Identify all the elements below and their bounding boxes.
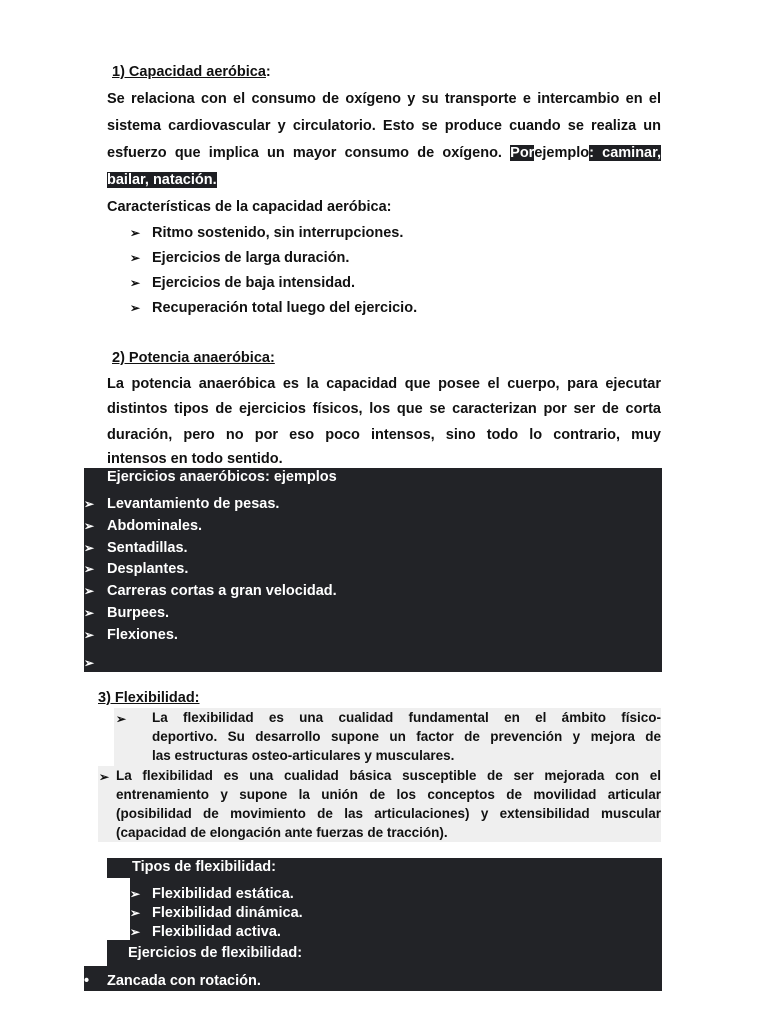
section-3-title: 3) Flexibilidad: [98,690,200,706]
list-item: ➢ Desplantes. [84,561,189,578]
characteristics-title: Características de la capacidad aeróbica: [107,199,392,215]
section-1-title-colon: : [265,64,271,80]
section-1-paragraph-line-3 [107,145,661,161]
section-1-paragraph-line-1: Se relaciona con el consumo de oxígeno y su transporte e intercambio en el [107,91,661,107]
highlighted-text-bailar: bailar, natación. [107,172,217,188]
arrow-bullet-icon: ➢ [84,518,95,533]
dot-bullet-icon: • [84,973,90,989]
arrow-bullet-icon: ➢ [99,770,110,784]
list-item: ➢ Flexiones. [84,626,178,643]
flexibility-bullet-2-line-2: entrenamiento y supone la unión de los conceptos de movilidad articular [116,787,661,802]
flexibility-types-title: Tipos de flexibilidad: [132,859,276,875]
section-1-paragraph-line-2: sistema cardiovascular y circulatorio. Esto se produce cuando se realiza un [107,118,661,134]
anaerobic-examples-box [84,468,662,672]
flexibility-bullet-2-line-4: (capacidad de elongación ante fuerzas de tracción). [116,825,448,840]
section-1-heading [112,64,271,80]
flexibility-bullet-1-line-2: deportivo. Su desarrollo supone un factor de prevención y mejora de [152,729,661,744]
section-2-paragraph-line-3: duración, pero no por eso poco intensos, sino todo lo contrario, muy [107,427,661,443]
flexibility-bullet-2-line-1: La flexibilidad es una cualidad básica susceptible de ser mejorada con el [116,768,661,783]
list-item: Zancada con rotación. [107,973,261,989]
flexibility-bullet-2-line-3: (posibilidad de movimiento de las articulaciones) y extensibilidad muscular [116,806,661,821]
flexibility-exercises-list [84,973,662,993]
arrow-bullet-icon: ➢ [84,497,95,511]
section-1-title: 1) Capacidad aeróbica [112,64,266,80]
arrow-bullet-icon: ➢ [84,562,95,577]
arrow-bullet-icon: ➢ [130,226,141,240]
arrow-bullet-icon: ➢ [130,925,141,939]
list-item: ➢ Burpees. [84,604,170,621]
section-2-paragraph-line-4: intensos en todo sentido. [107,451,283,467]
flexibility-exercises-title: Ejercicios de flexibilidad: [128,945,303,961]
arrow-bullet-icon: ➢ [84,584,95,599]
arrow-bullet-icon: ➢ [130,301,141,315]
paragraph-text-ejemplo: ejemplo [534,145,590,161]
arrow-bullet-icon: ➢ [84,540,95,555]
arrow-bullet-icon: ➢ [84,605,95,620]
list-item: ➢ Levantamiento de pesas. [84,496,280,512]
list-item: ➢ Abdominales. [84,517,203,534]
list-item: ➢ Carreras cortas a gran velocidad. [84,583,337,600]
section-1-paragraph-line-4 [107,172,217,188]
list-item: ➢ Sentadillas. [84,539,188,556]
empty-arrow-bullet-icon: ➢ [84,656,95,670]
highlighted-text-por: Por [510,145,535,161]
anaerobic-box-title: Ejercicios anaeróbicos: ejemplos [107,469,337,485]
flexibility-bullet-1-line-3: las estructuras osteo-articulares y musculares. [152,748,455,763]
arrow-bullet-icon: ➢ [130,251,141,265]
section-2-paragraph-line-1: La potencia anaeróbica es la capacidad que posee el cuerpo, para ejecutar [107,376,661,392]
arrow-bullet-icon: ➢ [130,276,141,290]
arrow-bullet-icon: ➢ [116,712,127,726]
section-2-paragraph-line-2: distintos tipos de ejercicios físicos, los que se caracterizan por ser de corta [107,401,661,417]
anaerobic-list [84,496,662,649]
paragraph-text: esfuerzo que implica un mayor consumo de oxígeno. [107,145,511,161]
highlighted-text-caminar: : caminar, [589,145,661,161]
flexibility-bullet-1-line-1: La flexibilidad es una cualidad fundamental en el ámbito físico- [152,710,661,725]
arrow-bullet-icon: ➢ [84,627,95,642]
section-2-title: 2) Potencia anaeróbica: [112,350,275,366]
arrow-bullet-icon: ➢ [130,906,141,920]
arrow-bullet-icon: ➢ [130,887,141,901]
